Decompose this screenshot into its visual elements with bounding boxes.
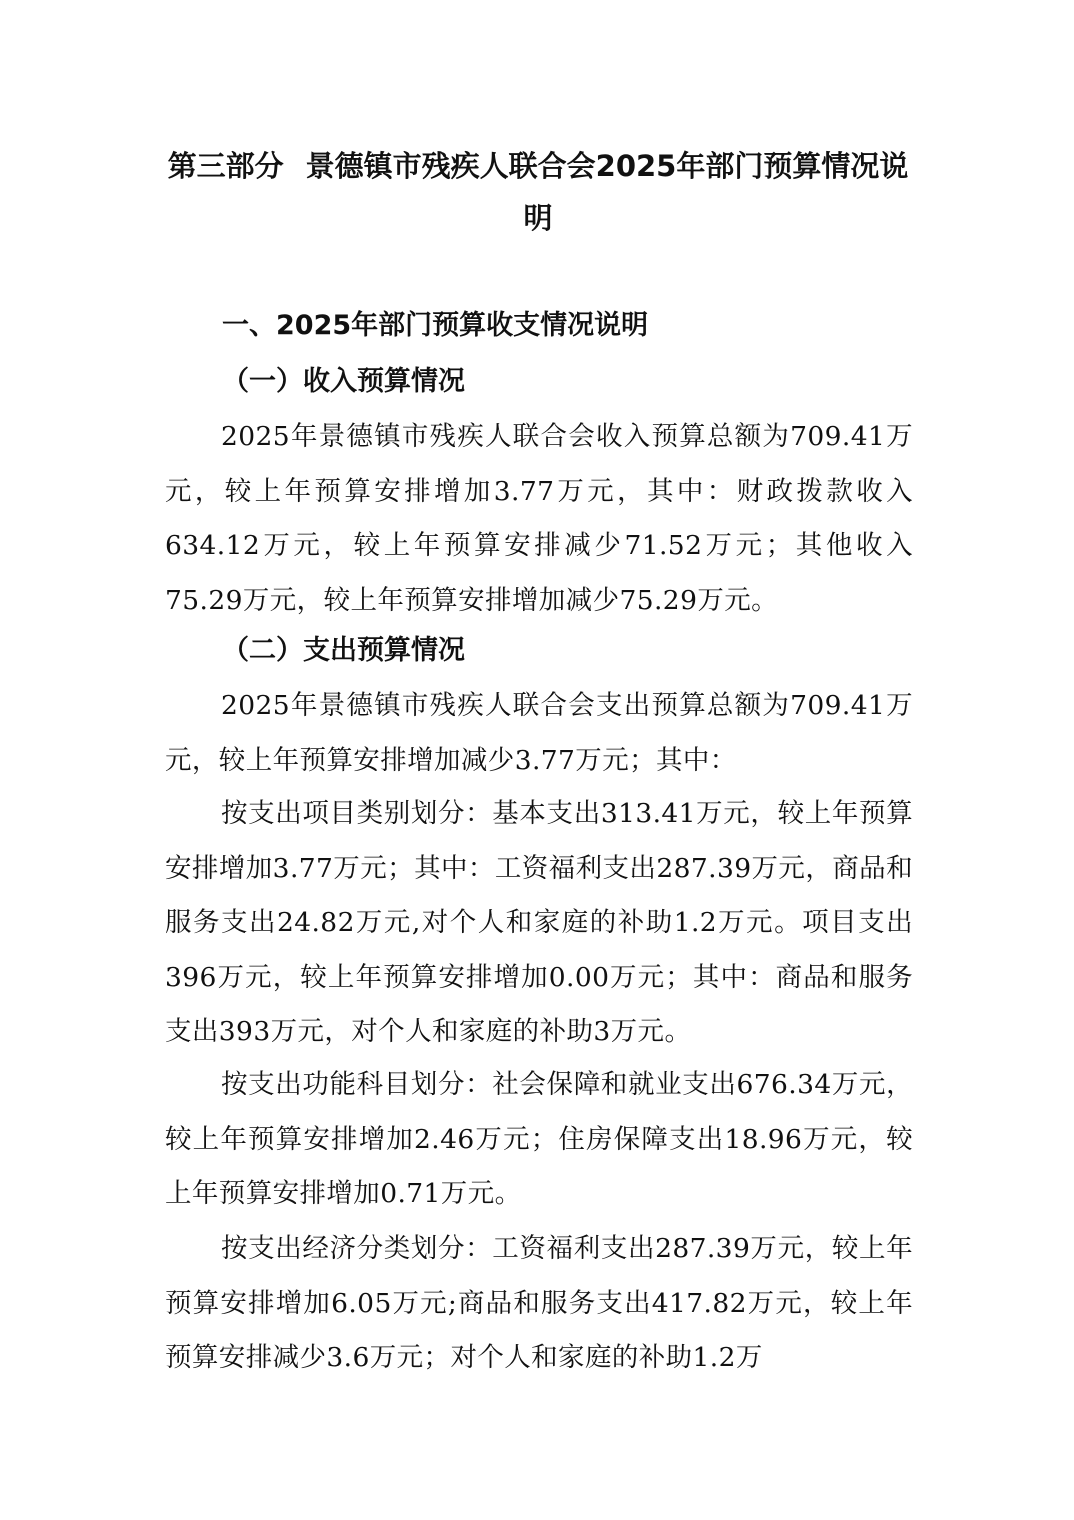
income-paragraph: 2025年景德镇市残疾人联合会收入预算总额为709.41万元，较上年预算安排增加3.77万元，其中：财政拨款收入634.12万元，较上年预算安排减少71.52万元；其他收入75.29万元，较上年预算安排增加减少75.29万元。: [165, 421, 913, 616]
by-function-paragraph: 按支出功能科目划分：社会保障和就业支出676.34万元，较上年预算安排增加2.46万元；住房保障支出18.96万元，较上年预算安排增加0.71万元。: [165, 1069, 913, 1209]
by-item-paragraph: 按支出项目类别划分：基本支出313.41万元，较上年预算安排增加3.77万元；其中：工资福利支出287.39万元，商品和服务支出24.82万元,对个人和家庭的补助1.2万元。项目支出396万元，较上年预算安排增加0.00万元；其中：商品和服务支出393万元，对个人和家庭的补助3万元。: [165, 798, 913, 1047]
by-economic-paragraph: 按支出经济分类划分：工资福利支出287.39万元，较上年预算安排增加6.05万元;商品和服务支出417.82万元，较上年预算安排减少3.6万元；对个人和家庭的补助1.2万: [165, 1233, 913, 1373]
section-heading: 一、2025年部门预算收支情况说明: [222, 310, 649, 341]
income-subheading: （一）收入预算情况: [222, 366, 465, 397]
page-title: [162, 140, 914, 244]
title-main-text: 景德镇市残疾人联合会2025年部门预算情况说明: [305, 149, 909, 235]
title-part-label: 第三部分: [167, 149, 284, 183]
expense-paragraph: 2025年景德镇市残疾人联合会支出预算总额为709.41万元，较上年预算安排增加减少3.77万元；其中：: [165, 690, 913, 776]
expense-subheading: （二）支出预算情况: [222, 635, 465, 666]
